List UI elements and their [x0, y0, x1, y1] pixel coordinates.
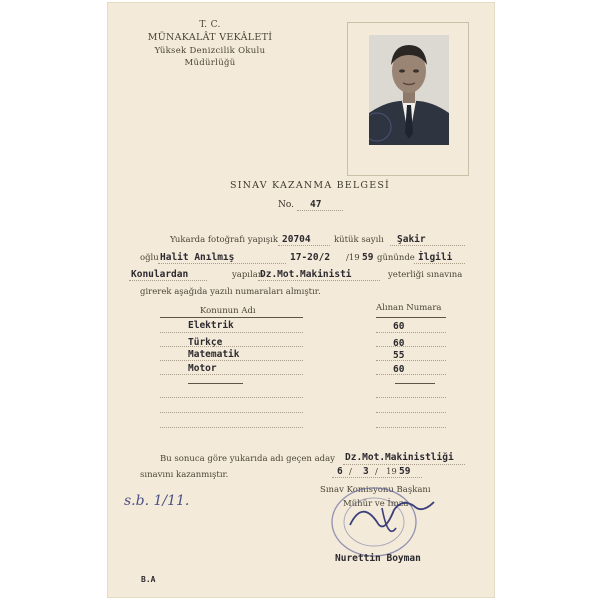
footer-cert: Dz.Mot.Makinistliği	[345, 452, 454, 463]
date-month: 3	[363, 466, 369, 477]
row-line	[160, 397, 303, 398]
header-rule	[376, 317, 446, 318]
line	[278, 245, 330, 246]
date-year: 59	[399, 466, 411, 477]
row-score: 60	[393, 338, 405, 349]
row-score: 60	[393, 321, 405, 332]
row-line	[376, 332, 446, 333]
row-score: 55	[393, 350, 405, 361]
row-end-rule	[395, 383, 435, 384]
body-l2-pre: oğlu	[140, 253, 159, 263]
body-l3-mid: yapılan	[232, 270, 264, 280]
line	[414, 263, 465, 264]
official-seal	[322, 480, 452, 564]
row-line	[376, 360, 446, 361]
footer-l1-pre: Bu sonuca göre yukarıda adı geçen aday	[160, 454, 335, 464]
row-line	[376, 374, 446, 375]
header-school: Yüksek Denizcilik Okulu	[154, 46, 266, 56]
col-score-header: Alınan Numara	[376, 303, 442, 313]
president-name: Nurettin Boyman	[335, 553, 421, 564]
row-end-rule	[188, 383, 243, 384]
row-line	[160, 427, 303, 428]
row-line	[376, 346, 446, 347]
candidate-name: Halit Anılmış	[160, 252, 235, 263]
row-line	[160, 332, 303, 333]
body-l1-mid: kütük sayılı	[334, 235, 384, 245]
body-l1-pre: Yukarda fotoğrafı yapışık	[170, 235, 279, 245]
subjects-word: Konulardan	[131, 269, 189, 280]
year-prefix: /19	[346, 253, 360, 263]
number-label: No.	[278, 200, 294, 210]
row-line	[376, 412, 446, 413]
line	[258, 280, 380, 281]
registry-number: 20704	[282, 234, 311, 245]
number-line	[297, 210, 343, 211]
line	[332, 477, 422, 478]
header-directorate: Müdürlüğü	[184, 58, 236, 68]
row-subject: Motor	[188, 363, 217, 374]
row-line	[160, 374, 303, 375]
row-line	[160, 346, 303, 347]
row-score: 60	[393, 364, 405, 375]
handwritten-note: s.b. 1/11.	[124, 493, 190, 509]
row-line	[376, 427, 446, 428]
row-line	[160, 412, 303, 413]
row-line	[160, 360, 303, 361]
portrait-photo	[369, 35, 449, 145]
number-value: 47	[310, 199, 322, 210]
header-ministry: MÜNAKALÂT VEKÂLETİ	[147, 32, 273, 43]
body-l4: girerek aşağıda yazılı numaraları almıştır.	[140, 287, 321, 297]
line	[343, 464, 465, 465]
date-year-prefix: 19	[386, 467, 397, 477]
row-subject: Matematik	[188, 349, 240, 360]
certificate-type: Dz.Mot.Makinisti	[260, 269, 352, 280]
line	[158, 263, 286, 264]
committee-title: Sınav Komisyonu Başkanı	[320, 485, 431, 495]
header-tc: T. C.	[199, 20, 221, 30]
body-l2-post: gününde	[377, 253, 415, 263]
document-title: SINAV KAZANMA BELGESİ	[230, 180, 391, 191]
father-name: Şakir	[397, 234, 426, 245]
birth-date: 17-20/2	[290, 252, 331, 263]
col-subject-header: Konunun Adı	[200, 306, 256, 316]
row-subject: Elektrik	[188, 320, 234, 331]
subject-field: İlgili	[418, 252, 453, 263]
line	[129, 280, 207, 281]
body-l3-post: yeterliği sınavına	[388, 270, 463, 280]
row-subject: Türkçe	[188, 337, 223, 348]
initials: B.A	[141, 575, 156, 584]
line	[390, 245, 465, 246]
seal-and-signature-label: Mühür ve İmza	[343, 499, 409, 509]
date-day: 6	[337, 466, 343, 477]
footer-l2: sınavını kazanmıştır.	[140, 470, 229, 480]
year: 59	[362, 252, 374, 263]
header-rule	[160, 317, 303, 318]
row-line	[376, 397, 446, 398]
